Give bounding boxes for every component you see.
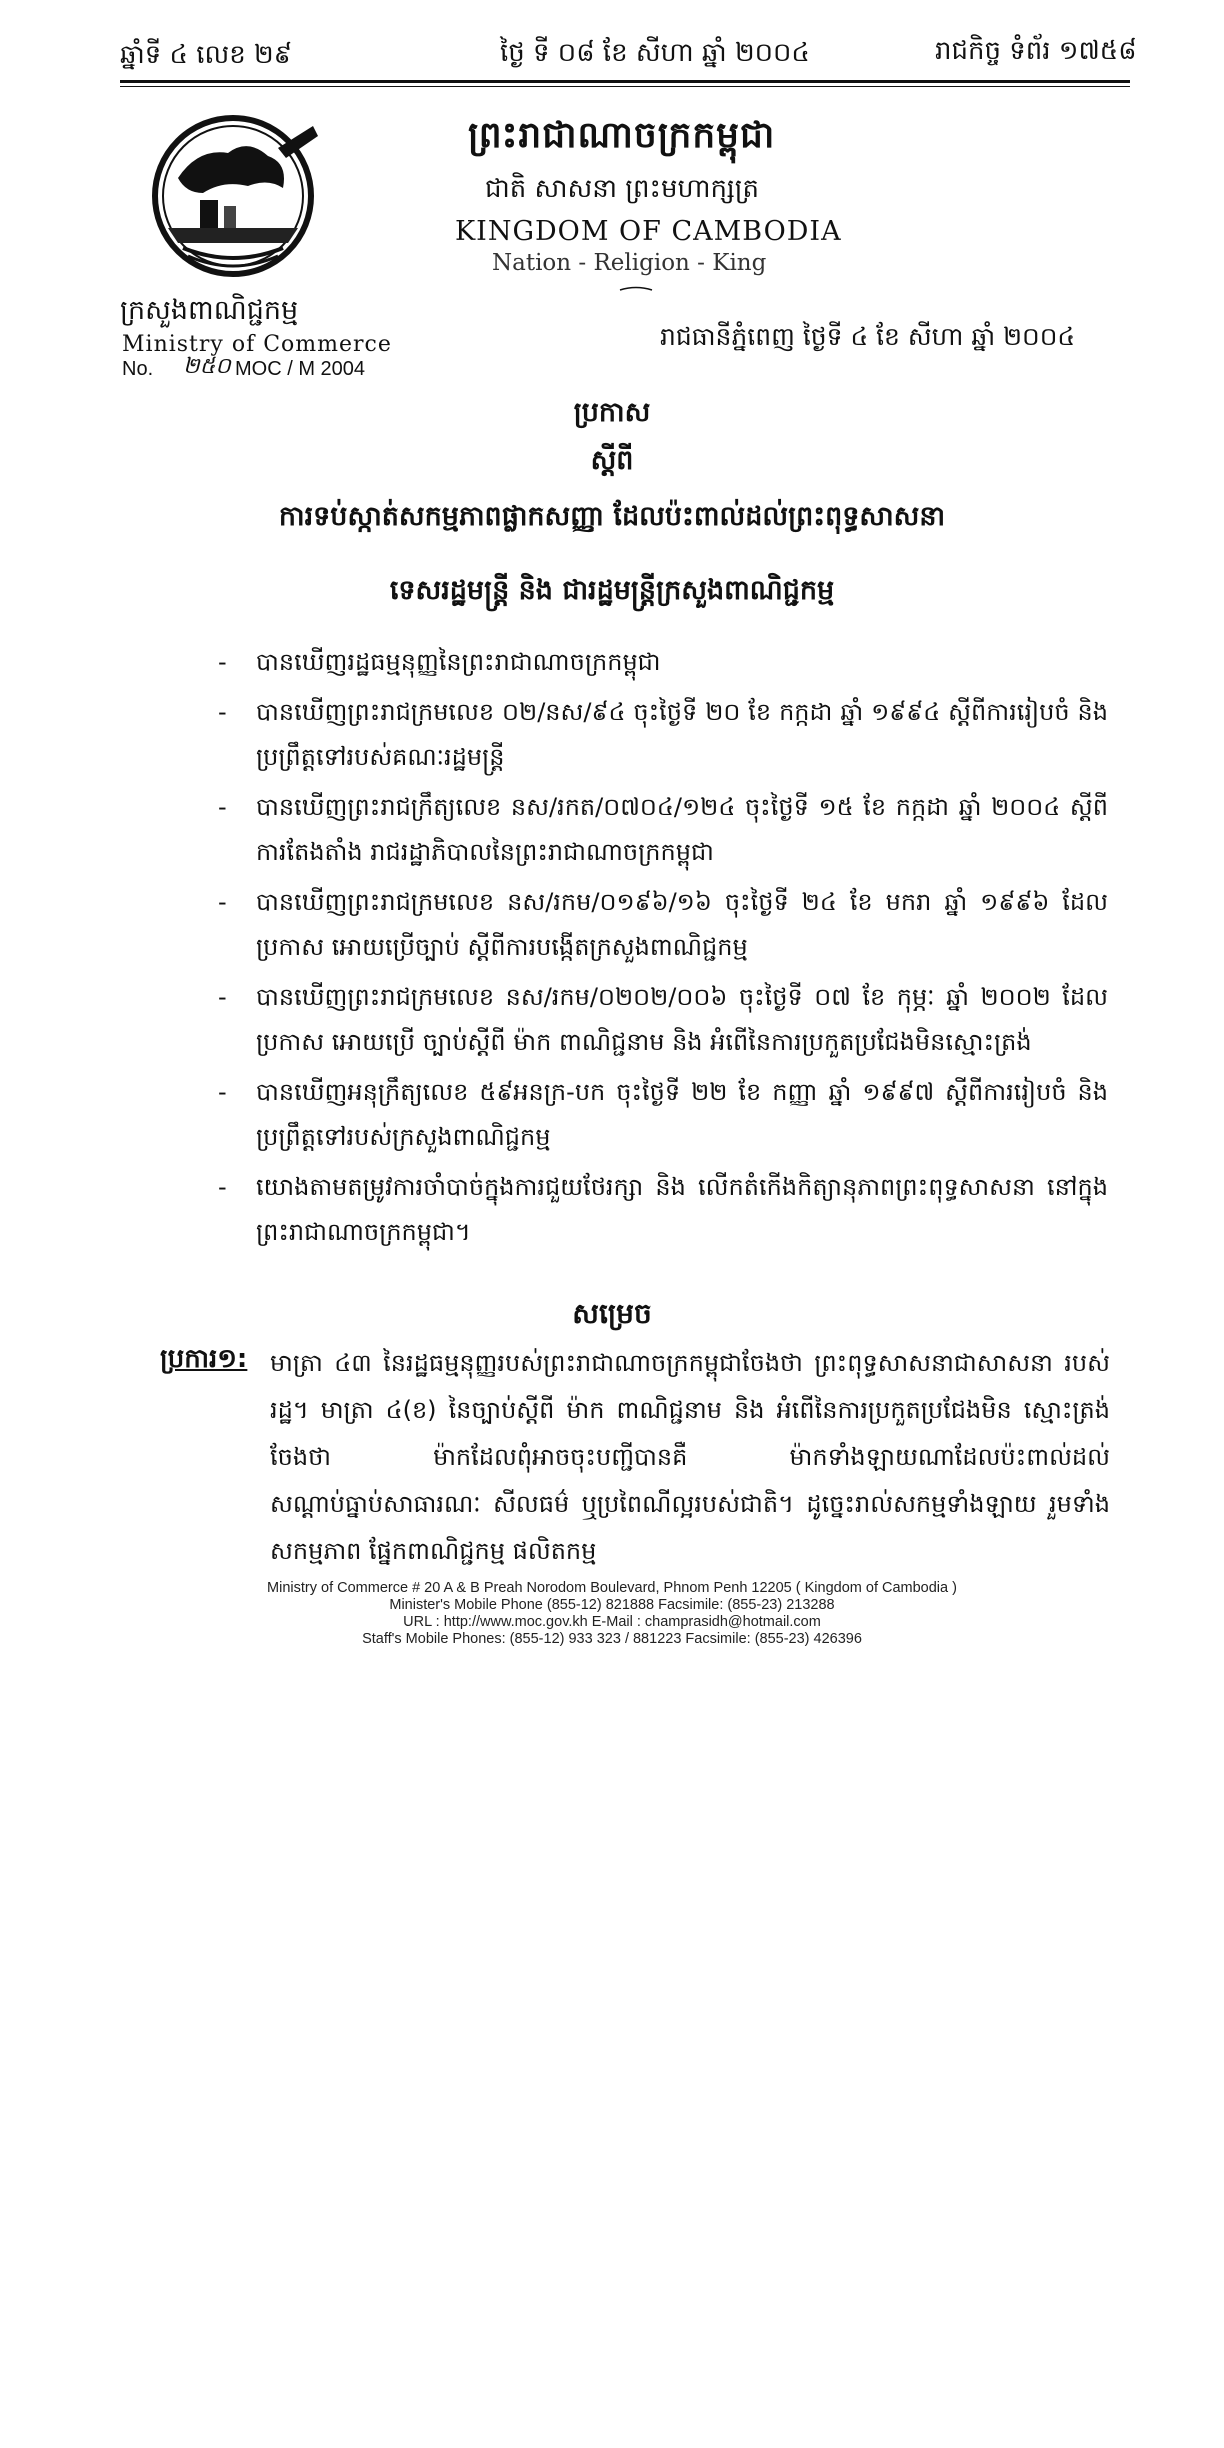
reference-code: MOC / M 2004 <box>235 358 366 380</box>
list-item: - បានឃើញព្រះរាជក្រមលេខ ០២/នស/៩៤ ចុះថ្ងៃទី ២០ ខែ កក្កដា ឆ្នាំ ១៩៩៤ ស្តីពីការរៀបចំ និង ប្រព្រឹត្តទៅរបស់គណៈរដ្ឋមន្ត្រី <box>218 698 1108 771</box>
divider-ornament-icon <box>618 286 654 292</box>
ministry-name-khmer: ក្រសួងពាណិជ្ជកម្ម <box>120 295 299 326</box>
footer-staff-phone: Staff's Mobile Phones: (855-12) 933 323 / 881223 Facsimile: (855-23) 426396 <box>362 1631 862 1647</box>
list-item: - បានឃើញព្រះរាជក្រមលេខ នស/រកម/០១៩៦/១៦ ចុះថ្ងៃទី ២៤ ខែ មករា ឆ្នាំ ១៩៩៦ ដែលប្រកាស អោយប្រើច្បាប់ ស្តីពីការបង្កើតក្រសួងពាណិជ្ជកម្ម <box>218 888 1108 961</box>
list-item: - បានឃើញព្រះរាជក្រមលេខ នស/រកម/០២០២/០០៦ ចុះថ្ងៃទី ០៧ ខែ កុម្ភៈ ឆ្នាំ ២០០២ ដែលប្រកាស អោយប្រើ ច្បាប់ស្តីពី ម៉ាក ពាណិជ្ជនាម និង អំពើនៃការប្រកួតប្រជែងមិនស្មោះត្រង់ <box>218 983 1108 1056</box>
kingdom-name-english: KINGDOM OF CAMBODIA <box>455 216 842 247</box>
considerations-list <box>218 640 1108 1260</box>
issuing-authority: ទេសរដ្ឋមន្ត្រី និង ជារដ្ឋមន្ត្រីក្រសួងពាណិជ្ជកម្ម <box>389 575 835 606</box>
gazette-year-issue: ឆ្នាំទី ៤ លេខ ២៩ <box>120 40 293 70</box>
about-label: ស្តីពី <box>590 445 634 476</box>
gazette-date: ថ្ងៃ ទី ០៨ ខែ សីហា ឆ្នាំ ២០០៤ <box>500 38 810 68</box>
header-rule-thick <box>120 80 1130 83</box>
ministry-emblem-icon <box>128 108 338 288</box>
document-subject: ការទប់ស្កាត់សកម្មភាពផ្លាកសញ្ញា ដែលប៉ះពាល់ដល់ព្រះពុទ្ធសាសនា <box>278 501 946 532</box>
list-item: - បានឃើញព្រះរាជក្រឹត្យលេខ នស/រកត/០៧០៤/១២៤ ចុះថ្ងៃទី ១៥ ខែ កក្កដា ឆ្នាំ ២០០៤ ស្តីពីការតែងតាំង រាជរដ្ឋាភិបាលនៃព្រះរាជាណាចក្រកម្ពុជា <box>218 793 1108 866</box>
kingdom-name-khmer: ព្រះរាជាណាចក្រកម្ពុជា <box>468 115 776 156</box>
article-1-text: មាត្រា ៤៣ នៃរដ្ឋធម្មនុញ្ញរបស់ព្រះរាជាណាចក្រកម្ពុជាចែងថា ព្រះពុទ្ធសាសនាជាសាសនា របស់រដ្ឋ។ មាត្រា ៤(ខ) នៃច្បាប់ស្តីពី ម៉ាក ពាណិជ្ជនាម និង អំពើនៃការប្រកួតប្រជែងមិន ស្មោះត្រង់ ចែងថា ម៉ាកដែលពុំអាចចុះបញ្ជីបានគឺ ម៉ាកទាំងឡាយណាដែលប៉ះពាល់ដល់ សណ្តាប់ធ្នាប់សាធារណៈ សីលធម៌ ឬប្រពៃណីល្អរបស់ជាតិ។ ដូច្នេះរាល់សកម្មទាំងឡាយ រួមទាំងសកម្មភាព ផ្នែកពាណិជ្ជកម្ម ផលិតកម្ម <box>270 1349 1110 1565</box>
footer-url-email: URL : http://www.moc.gov.kh E-Mail : champrasidh@hotmail.com <box>403 1614 821 1630</box>
gazette-page: រាជកិច្ច ទំព័រ ១៧៥៨ <box>935 36 1137 66</box>
article-1-label: ប្រការ១: <box>160 1344 248 1374</box>
ministry-contact-footer <box>0 1580 1224 1648</box>
list-item: - បានឃើញរដ្ឋធម្មនុញ្ញនៃព្រះរាជាណាចក្រកម្ពុជា <box>218 648 661 676</box>
list-item: - យោងតាមតម្រូវការចាំបាច់ក្នុងការជួយថែរក្សា និង លើកតំកើងកិត្យានុភាពព្រះពុទ្ធសាសនា នៅក្នុង ព្រះរាជាណាចក្រកម្ពុជា។ <box>218 1173 1108 1246</box>
footer-address: Ministry of Commerce # 20 A & B Preah Norodom Boulevard, Phnom Penh 12205 ( Kingdom of Cambodia ) <box>267 1580 957 1596</box>
footer-minister-phone: Minister's Mobile Phone (855-12) 821888 Facsimile: (855-23) 213288 <box>389 1597 835 1613</box>
list-item: - បានឃើញអនុក្រឹត្យលេខ ៥៩អនក្រ-បក ចុះថ្ងៃទី ២២ ខែ កញ្ញា ឆ្នាំ ១៩៩៧ ស្តីពីការរៀបចំ និង ប្រព្រឹត្តទៅរបស់ក្រសួងពាណិជ្ជកម្ម <box>218 1078 1108 1151</box>
document-type-title: ប្រកាស <box>573 397 651 428</box>
national-motto-khmer: ជាតិ សាសនា ព្រះមហាក្សត្រ <box>485 174 759 204</box>
ministry-name-english: Ministry of Commerce <box>122 332 392 357</box>
decision-heading: សម្រេច <box>572 1297 652 1330</box>
header-rule-thin <box>120 86 1130 87</box>
reference-number: ២៥០ <box>183 354 231 379</box>
reference-number-label: No. <box>122 358 154 380</box>
national-motto-english: Nation - Religion - King <box>492 250 767 276</box>
issue-date-line: រាជធានីភ្នំពេញ ថ្ងៃទី ៤ ខែ សីហា ឆ្នាំ ២០០៤ <box>660 322 1076 351</box>
